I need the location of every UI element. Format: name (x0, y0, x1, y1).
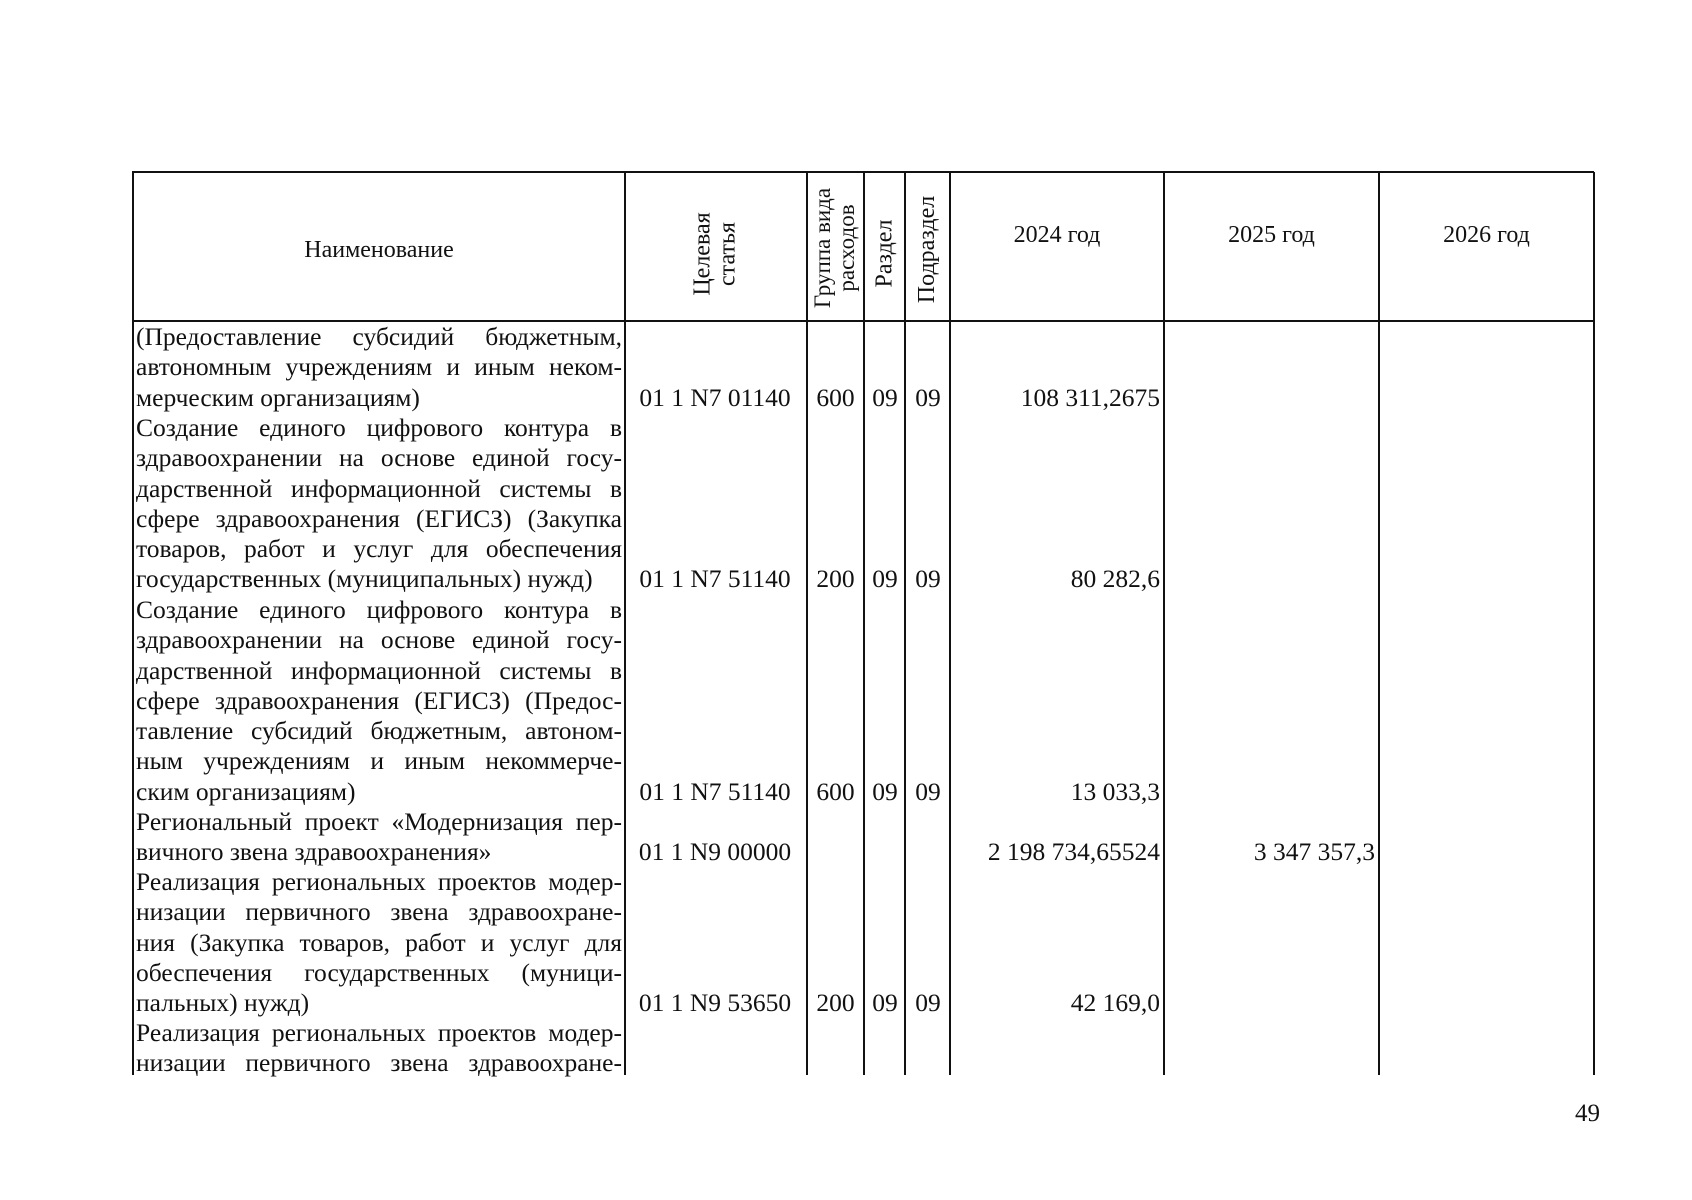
header-subsection (906, 173, 950, 322)
table-row-6-name: Реализация региональных проектов модер- низации первичного звена здравоохране- (136, 1018, 622, 1078)
header-subsection-text: Подраздел (914, 195, 941, 304)
table-row-2-section: 09 (872, 564, 898, 593)
table-row-5-code: 01 1 N9 53650 (638, 988, 792, 1017)
header-expense-group-text: Группа вида расходов (810, 187, 860, 308)
header-section-text: Раздел (871, 219, 898, 288)
table-row-2-subsection: 09 (915, 564, 941, 593)
table-row-1-subsection: 09 (915, 383, 941, 412)
table-row-5-name: Реализация региональных проектов модер- низации первичного звена здравоохране- ния (Закупка товаров, работ и услуг для обеспечения государственных (муници- пальных) нужд) (136, 867, 622, 1018)
table-row-3-group: 600 (816, 777, 855, 806)
table-row-3-name: Создание единого цифрового контура в здравоохранении на основе единой госу- дарственной информационной системы в сфере здравоохранения (ЕГИСЗ) (Предос- тавление субсидий бюджетным, автоном- ным учреждениям и иным некоммерче- ским организациям) (136, 595, 622, 806)
header-target-article-text: Целевая статья (689, 211, 741, 296)
table-row-3-subsection: 09 (915, 777, 941, 806)
table-row-2-name: Создание единого цифрового контура в здравоохранении на основе единой госу- дарственной информационной системы в сфере здравоохранения (ЕГИСЗ) (Закупка товаров, работ и услуг для обеспечения государственных (муниципальных) нужд) (136, 413, 622, 594)
table-border-right (1593, 172, 1595, 1075)
table-row-5-group: 200 (816, 988, 855, 1017)
header-2024 (951, 160, 1163, 309)
table-row-5-section: 09 (872, 988, 898, 1017)
table-row-1-code: 01 1 N7 01140 (639, 383, 791, 412)
table-row-5-2024: 42 169,0 (1070, 988, 1160, 1017)
header-section (865, 173, 905, 322)
header-expense-group (808, 173, 863, 322)
table-row-3-section: 09 (872, 777, 898, 806)
table-row-1-name: (Предоставление субсидий бюджетным, автономным учреждениям и иным неком- мерческим организациям) (136, 322, 622, 412)
table-row-1-section: 09 (872, 383, 898, 412)
table-row-4-2024: 2 198 734,65524 (987, 837, 1160, 866)
table-row-2-code: 01 1 N7 51140 (639, 564, 791, 593)
header-name (134, 175, 624, 324)
table-row-1-2024: 108 311,2675 (1020, 383, 1160, 412)
header-target-article (626, 173, 806, 322)
table-row-4-code: 01 1 N9 00000 (638, 837, 792, 866)
table-row-3-code: 01 1 N7 51140 (639, 777, 791, 806)
page-number: 49 (1575, 1100, 1600, 1127)
header-2026-text: 2026 год (1443, 221, 1530, 248)
header-2025 (1165, 160, 1378, 309)
table-row-2-2024: 80 282,6 (1070, 564, 1160, 593)
table-row-4-name: Региональный проект «Модернизация пер- вичного звена здравоохранения» (136, 807, 622, 867)
table-row-3-2024: 13 033,3 (1070, 777, 1160, 806)
header-2024-text: 2024 год (1013, 221, 1101, 248)
header-2025-text: 2025 год (1228, 221, 1315, 248)
header-name-text: Наименование (304, 236, 454, 263)
table-row-1-group: 600 (816, 383, 855, 412)
header-2026 (1380, 160, 1593, 309)
table-row-4-2025: 3 347 357,3 (1253, 837, 1375, 866)
table-row-2-group: 200 (816, 564, 855, 593)
table-row-5-subsection: 09 (915, 988, 941, 1017)
